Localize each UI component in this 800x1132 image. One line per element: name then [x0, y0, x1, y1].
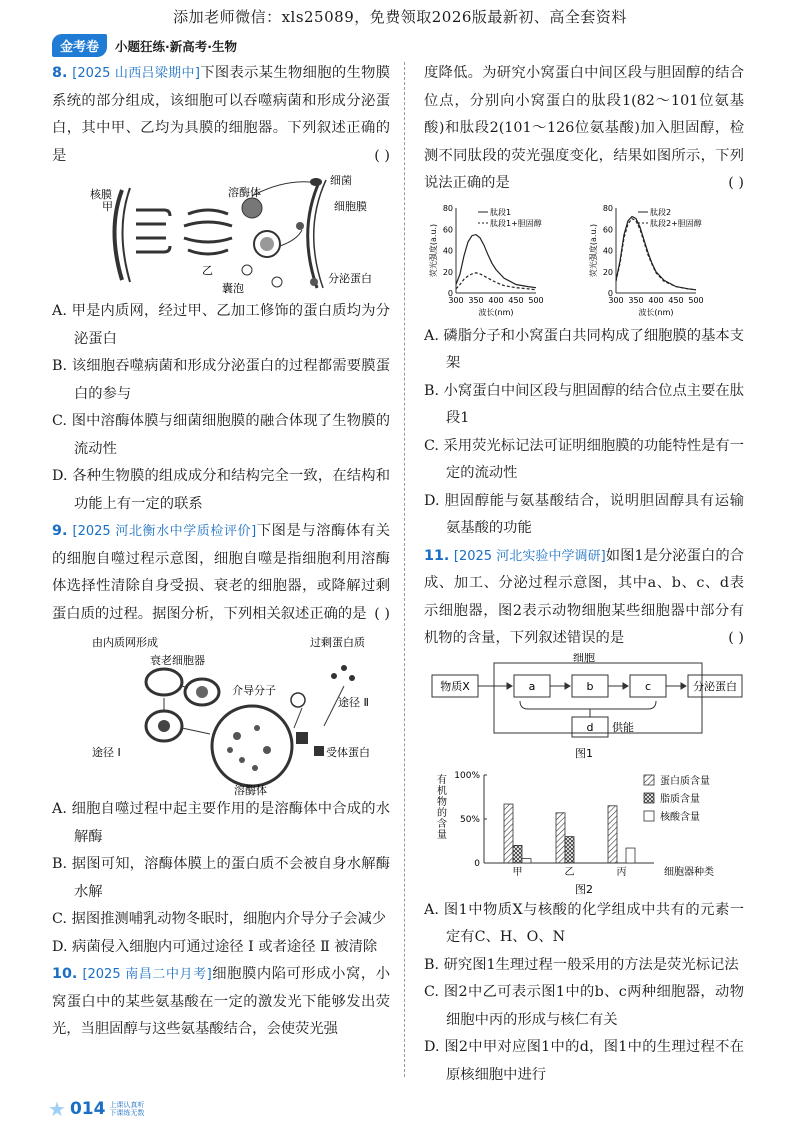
label-d: d	[586, 720, 594, 734]
x-tick-label: 350	[468, 295, 484, 305]
membrane-system-figure	[52, 170, 390, 298]
answer-bracket: ( )	[728, 630, 744, 646]
x-tick-label: 400	[648, 295, 664, 305]
bar	[522, 858, 531, 862]
label-lysosome: 溶酶体	[228, 186, 261, 199]
question-11	[424, 543, 744, 1090]
question-10-part2	[424, 60, 744, 543]
legend-label: 肽段2+胆固醇	[650, 218, 702, 228]
legend-label: 肽段1+胆固醇	[490, 218, 542, 228]
label-a: a	[528, 679, 536, 693]
x-tick-label: 丙	[616, 866, 627, 878]
question-number: 10.	[52, 966, 78, 982]
label-aging: 衰老细胞器	[150, 654, 205, 667]
y-tick-label: 100%	[454, 770, 480, 781]
question-stem-continued: 度降低。为研究小窝蛋白中间区段与胆固醇的结合位点，分别向小窝蛋白的肽段1(82～101位氨基酸)和肽段2(101～126位氨基酸)加入胆固醇，检测不同肽段的荧光强度变化，结果如图所示，下列说法正确的是	[424, 65, 744, 191]
label-yi: 乙	[202, 264, 213, 277]
page-footer	[48, 1097, 153, 1121]
question-stem: 下图表示某生物细胞的生物膜系统的部分组成，该细胞可以吞噬病菌和形成分泌蛋白，其中甲、乙均为具膜的细胞器。下列叙述正确的是	[52, 65, 390, 164]
fluorescence-chart-1	[428, 204, 544, 317]
y-tick-label: 0	[447, 288, 453, 298]
bar	[513, 845, 522, 863]
label-input: 物质X	[440, 679, 470, 693]
question-10-part1	[52, 961, 390, 1044]
legend-label: 肽段1	[490, 207, 512, 217]
fluorescence-chart-2	[588, 204, 704, 317]
question-source: [2025 河北衡水中学质检评价]	[72, 524, 257, 539]
legend-swatch	[644, 811, 654, 821]
label-jia: 甲	[102, 200, 113, 213]
y-tick-label: 50%	[459, 814, 480, 825]
series-line	[616, 218, 696, 289]
x-axis-label: 细胞器种类	[664, 866, 714, 878]
series-line	[456, 234, 536, 287]
y-axis-label: 荧光强度(a.u.)	[589, 223, 598, 277]
answer-bracket: ( )	[374, 147, 390, 164]
y-tick-label: 20	[442, 267, 453, 277]
legend-label: 核酸含量	[660, 811, 700, 823]
x-tick-label: 300	[448, 295, 464, 305]
autophagy-figure	[52, 628, 390, 796]
y-tick-label: 0	[607, 288, 613, 298]
x-tick-label: 300	[608, 295, 624, 305]
brand-logo: 金考卷	[52, 34, 107, 57]
bar	[608, 805, 617, 862]
y-tick-label: 40	[442, 246, 453, 255]
y-tick-label: 60	[442, 224, 453, 234]
legend-swatch	[644, 793, 654, 803]
figure-1-flow	[424, 653, 744, 765]
question-8	[52, 60, 390, 518]
option-c[interactable]: C. 据图推测哺乳动物冬眠时，细胞内介导分子会减少	[52, 911, 387, 927]
option-d[interactable]: D. 病菌侵入细胞内可通过途径 Ⅰ 或者途径 Ⅱ 被清除	[52, 938, 378, 955]
y-tick-label: 80	[442, 203, 453, 213]
x-axis-label: 波长(nm)	[478, 307, 514, 317]
x-tick-label: 350	[628, 295, 644, 305]
bar	[565, 836, 574, 862]
answer-bracket: ( )	[374, 605, 390, 622]
question-source: [2025 河北实验中学调研]	[453, 548, 606, 564]
promo-banner: 添加老师微信：xls25089，免费领取2026版最新初、高全套资料	[173, 8, 627, 26]
option-b[interactable]: B. 研究图1生理过程一般采用的方法是荧光标记法	[424, 956, 739, 973]
star-icon: ★	[48, 1097, 66, 1121]
question-stem: 下图是与溶酶体有关的细胞自噬过程示意图，细胞自噬是指细胞利用溶酶体选择性清除自身受损、衰老的细胞器，或降解过剩蛋白质的过程。据图分析，下列相关叙述正确的是	[52, 523, 390, 622]
bar	[504, 804, 513, 863]
label-cell: 细胞	[573, 652, 595, 664]
option-b[interactable]: B. 该细胞吞噬病菌和形成分泌蛋白的过程都需要膜蛋白的参与	[52, 358, 390, 402]
label-nucleus: 核膜	[90, 188, 112, 201]
x-tick-label: 500	[688, 295, 704, 305]
question-stem: 细胞膜内陷可形成小窝，小窝蛋白中的某些氨基酸在一定的激发光下能够发出荧光，当胆固醇与这些氨基酸结合，会使荧光强	[52, 966, 390, 1037]
label-supply: 供能	[612, 720, 634, 734]
question-stem: 如图1是分泌蛋白的合成、加工、分泌过程示意图，其中a、b、c、d表示细胞器，图2表示动物细胞某些细胞器中部分有机物的含量，下列叙述错误的是	[424, 547, 744, 646]
option-d[interactable]: D. 各种生物膜的组成成分和结构完全一致，在结构和功能上有一定的联系	[52, 468, 390, 512]
label-path2: 途径 Ⅱ	[338, 696, 369, 709]
bar-chart	[437, 771, 714, 896]
label-receptor: 受体蛋白	[326, 746, 370, 759]
legend-label: 脂质含量	[660, 793, 700, 805]
option-d[interactable]: D. 胆固醇能与氨基酸结合，说明胆固醇具有运输氨基酸的功能	[424, 492, 744, 536]
column-divider	[404, 62, 405, 1077]
left-column	[52, 60, 390, 1044]
option-a[interactable]: A. 图1中物质X与核酸的化学组成中共有的元素一定有C、H、O、N	[424, 901, 744, 945]
series-line	[456, 272, 536, 289]
x-axis-label: 波长(nm)	[638, 307, 674, 317]
question-source: [2025 山西吕梁期中]	[72, 66, 200, 81]
option-d[interactable]: D. 图2中甲对应图1中的d，图1中的生理过程不在原核细胞中进行	[424, 1039, 744, 1083]
label-er: 由内质网形成	[92, 636, 158, 649]
label-output: 分泌蛋白	[693, 679, 737, 693]
page-header	[52, 34, 237, 57]
answer-bracket: ( )	[728, 175, 744, 191]
x-tick-label: 500	[528, 295, 544, 305]
question-number: 8.	[52, 65, 68, 81]
y-tick-label: 20	[602, 267, 613, 277]
label-cell-membrane: 细胞膜	[334, 200, 367, 213]
question-9	[52, 518, 390, 961]
figure-2-bar-chart	[424, 765, 744, 897]
label-path1: 途径 Ⅰ	[92, 746, 121, 759]
label-c: c	[644, 679, 652, 693]
series-title: 小题狂练·新高考·生物	[115, 38, 238, 54]
page-number: 014	[69, 1099, 106, 1119]
footer-tag: 上课认真听 下课练无数	[109, 1101, 145, 1117]
figure-1-caption: 图1	[575, 746, 593, 760]
y-axis-label: 有机物的含量	[437, 774, 447, 841]
question-number: 11.	[424, 547, 450, 564]
legend-label: 蛋白质含量	[660, 775, 710, 787]
label-secretion: 分泌蛋白	[328, 272, 372, 285]
label-vesicle: 囊泡	[222, 282, 244, 295]
label-b: b	[586, 679, 594, 693]
y-tick-label: 60	[602, 224, 613, 234]
x-tick-label: 甲	[512, 866, 523, 878]
option-a[interactable]: A. 细胞自噬过程中起主要作用的是溶酶体中合成的水解酶	[52, 801, 390, 845]
y-tick-label: 40	[602, 246, 613, 255]
option-c[interactable]: C. 图2中乙可表示图1中的b、c两种细胞器，动物细胞中丙的形成与核仁有关	[424, 984, 744, 1028]
bar	[556, 812, 565, 862]
legend-label: 肽段2	[650, 207, 672, 217]
label-lysosome: 溶酶体	[234, 784, 267, 796]
y-tick-label: 0	[474, 858, 480, 869]
x-tick-label: 乙	[564, 866, 575, 878]
option-c[interactable]: C. 图中溶酶体膜与细菌细胞膜的融合体现了生物膜的流动性	[52, 413, 390, 457]
x-tick-label: 450	[508, 295, 524, 305]
option-b[interactable]: B. 小窝蛋白中间区段与胆固醇的结合位点主要在肽段1	[424, 382, 744, 426]
y-axis-label: 荧光强度(a.u.)	[429, 223, 438, 277]
label-bacteria: 细菌	[330, 174, 352, 187]
fluorescence-charts	[424, 198, 744, 323]
option-a[interactable]: A. 甲是内质网，经过甲、乙加工修饰的蛋白质均为分泌蛋白	[52, 303, 390, 347]
option-a[interactable]: A. 磷脂分子和小窝蛋白共同构成了细胞膜的基本支架	[424, 327, 744, 371]
question-number: 9.	[52, 523, 68, 539]
x-tick-label: 400	[488, 295, 504, 305]
figure-2-caption: 图2	[575, 882, 593, 896]
label-excess: 过剩蛋白质	[310, 636, 365, 649]
legend-swatch	[644, 775, 654, 785]
x-tick-label: 450	[668, 295, 684, 305]
option-c[interactable]: C. 采用荧光标记法可证明细胞膜的功能特性是有一定的流动性	[424, 437, 744, 481]
y-tick-label: 80	[602, 203, 613, 213]
right-column	[424, 60, 744, 1089]
question-source: [2025 南昌二中月考]	[82, 967, 212, 982]
bar	[626, 848, 635, 863]
option-b[interactable]: B. 据图可知，溶酶体膜上的蛋白质不会被自身水解酶水解	[52, 856, 390, 900]
label-mediator: 介导分子	[232, 684, 276, 697]
